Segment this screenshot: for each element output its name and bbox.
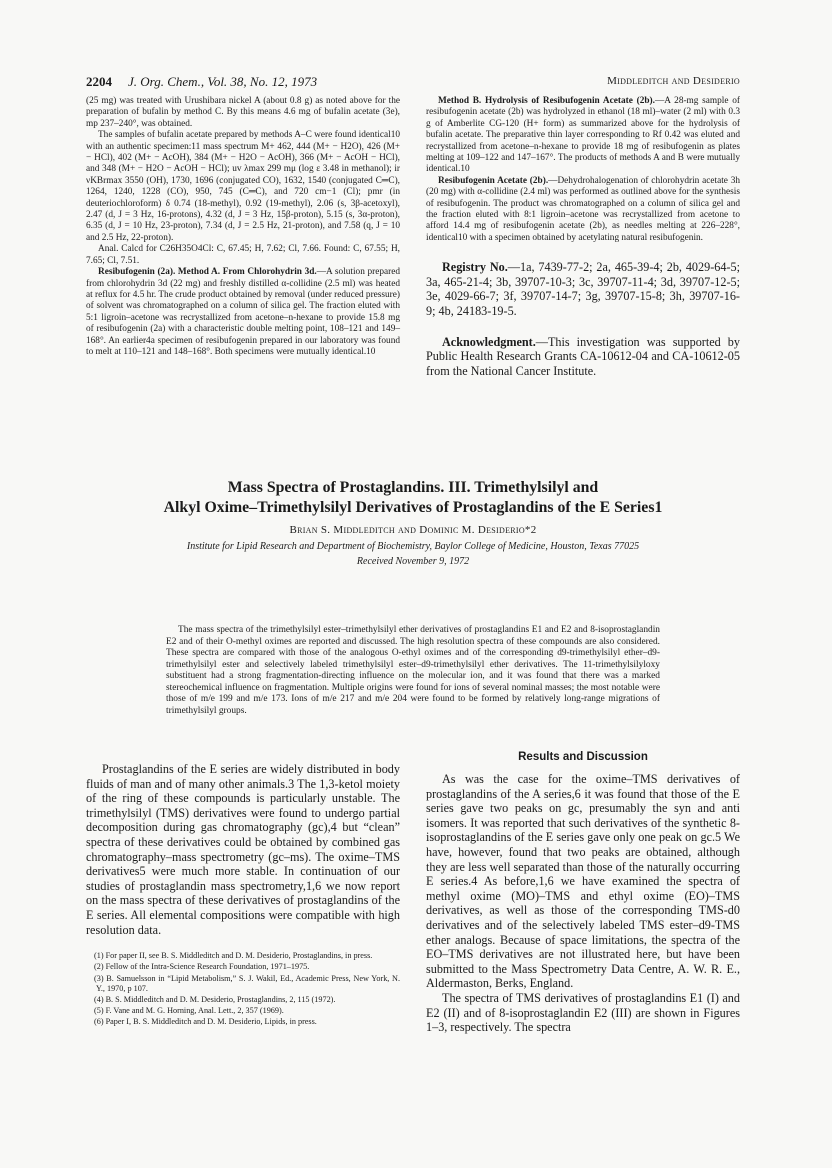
paragraph: The spectra of TMS derivatives of prostaglandins E1 (I) and E2 (II) and of 8-isoprostaglandin E2 (III) are shown in Figures 1–3, respectively. The spectra [426,990,740,1035]
footnote: (2) Fellow of the Intra-Science Research Foundation, 1971–1975. [94,962,310,972]
footnote: (5) F. Vane and M. G. Horning, Anal. Lett., 2, 357 (1969). [94,1006,284,1016]
run-in-heading: Acknowledgment. [442,334,536,349]
section-heading: Results and Discussion [518,751,648,763]
previous-article-right-column [426,96,740,378]
footnote: (3) B. Samuelsson in “Lipid Metabolism,” S. J. Wakil, Ed., Academic Press, New York, N. Y., 1970, p 107. [94,973,400,993]
footnote: (6) Paper I, B. S. Middleditch and D. M. Desiderio, Lipids, in press. [94,1017,317,1027]
run-in-heading: Resibufogenin Acetate (2b). [438,175,549,186]
footnote: (4) B. S. Middleditch and D. M. Desiderio, Prostaglandins, 2, 115 (1972). [94,994,336,1004]
received-date: Received November 9, 1972 [356,556,470,567]
analysis-paragraph: Anal. Calcd for C26H35O4Cl: C, 67.45; H, 7.62; Cl, 7.66. Found: C, 67.55; H, 7.65; Cl, 7.51. [86,244,400,266]
previous-article-left-column [86,96,400,358]
journal-citation: J. Org. Chem., Vol. 38, No. 12, 1973 [128,74,318,89]
article-title: Mass Spectra of Prostaglandins. III. Trimethylsilyl and Alkyl Oxime–Trimethylsilyl Derivatives of Prostaglandins of the E Series1 [163,479,663,516]
paragraph: Resibufogenin Acetate (2b).—Dehydrohalogenation of chlorohydrin acetate 3h (20 mg) with α-collidine (2.4 ml) was performed as outlined above for the synthesis of resibufogenin. The product was chromatographed on a column of silica gel and the fraction eluted with 8:1 ligroin–acetone was recrystallized from acetone to afford 14.4 mg of resibufogenin acetate (2b), as needles melting at 226–228°, identical10 with a specimen obtained by acetylating natural resibufogenin. [426,175,740,243]
abstract: The mass spectra of the trimethylsilyl ester–trimethylsilyl ether derivatives of prostaglandins E1 and E2 and 8-isoprostaglandin E2 and of their O-methyl oximes are reported and discussed. The high resolution spectra of these compounds are also considered. These spectra are compared with those of the analogous O-ethyl oximes and of the corresponding d9-trimethylsilyl ether–d9-trimethylsilyl ester and selectively labeled trimethylsilyl ester–d9-trimethylsilyl ether derivatives. The 11-trimethylsilyloxy substituent had a strong fragmentation-directing influence on the molecular ion, and it was found that there was a marked stereochemical influence on fragmentation. Multiple origins were found for ions of several nominal masses; the most notable were those of m/e 199 and m/e 173. Ions of m/e 217 and m/e 204 were found to be formed by relatively long-range migrations of trimethylsilyl groups. [166,625,660,716]
paragraph: Method B. Hydrolysis of Resibufogenin Acetate (2b).—A 28-mg sample of resibufogenin acetate (2b) was hydrolyzed in ethanol (18 ml)–water (2 ml) with 0.3 g of Amberlite CG-120 (H+ form) as summarized above for the hydrolysis of bufalin acetate. The preparative thin layer corresponding to Rf 0.42 was eluted and recrystallized from acetone–n-hexane to provide 18 mg of resibufogenin as plates melting at 109–122 and 147–167°. The products of methods A and B were mutually identical.10 [426,96,740,175]
article-authors: Brian S. Middleditch and Dominic M. Desiderio*2 [289,524,537,536]
introduction-paragraph: Prostaglandins of the E series are widely distributed in body fluids of man and of many other animals.3 The 1,3-ketol moiety of the ring of these compounds is particularly unstable. The trimethylsilyl (TMS) derivatives were found to undergo partial decomposition during gas chromatography (gc),4 but “clean” spectra of these derivatives could be obtained by combined gas chromatography–mass spectrometry (gc–ms). The oxime–TMS derivatives5 were much more stable. In continuation of our studies of prostaglandin mass spectrometry,1,6 we now report on the mass spectra of these derivatives of prostaglandins of the E series. All elemental compositions were compatible with high resolution data. [86,762,400,937]
paragraph: (25 mg) was treated with Urushibara nickel A (about 0.8 g) as noted above for the preparation of bufalin by method C. By this means 4.6 mg of bufalin acetate (3e), mp 237–240°, was obtained. [86,96,400,129]
page-header [86,74,740,92]
paragraph: As was the case for the oxime–TMS derivatives of prostaglandins of the A series,6 it was found that those of the E series gave two peaks on gc, presumably the syn and anti isomers. It was reported that such derivatives of the synthetic 8-isoprostaglandins of the E series gave only one peak on gc.5 We have, however, found that two peaks are obtained, although they are less well separated than those of the naturally occurring E series.4 As before,1,6 we have examined the spectra of methyl oxime (MO)–TMS and ethyl oxime (EO)–TMS derivatives, as well as those of the corresponding TMS-d0 derivatives and of the selectively labeled TMS ester–d9-TMS ether analogs. Because of space limitations, the spectra of the EO–TMS derivatives are not illustrated here, but have been submitted to the Mass Spectrometry Data Centre, A. W. R. E., Aldermaston, Berks, England. [426,772,740,991]
running-authors: Middleditch and Desiderio [607,75,740,87]
run-in-heading: Resibufogenin (2a). Method A. From Chlorohydrin 3d. [98,267,317,278]
article-affiliation: Institute for Lipid Research and Department of Biochemistry, Baylor College of Medicine, Houston, Texas 77025 [186,541,640,552]
page-number: 2204 [86,74,112,89]
footnotes [86,951,400,1027]
article-header [86,478,740,567]
article-left-column [86,762,400,1029]
run-in-heading: Method B. Hydrolysis of Resibufogenin Acetate (2b). [438,96,655,106]
footnote: (1) For paper II, see B. S. Middleditch and D. M. Desiderio, Prostaglandins, in press. [94,951,373,961]
paragraph: Resibufogenin (2a). Method A. From Chlorohydrin 3d.—A solution prepared from chlorohydrin 3d (22 mg) and freshly distilled α-collidine (2.5 ml) was heated at reflux for 4.5 hr. The crude product obtained by removal (under reduced pressure) of solvent was chromatographed on a column of silica gel. The fraction eluted with 5:1 ligroin–acetone was recrystallized from acetone–n-hexane to provide 15.8 mg of resibufogenin (2a) with a characteristic double melting point, 108–121 and 149–168°. An earlier4a specimen of resibufogenin prepared in our laboratory was found to melt at 110–121 and 148–168°. Both specimens were mutually identical.10 [86,267,400,357]
run-in-heading: Registry No. [442,260,508,275]
paragraph: The samples of bufalin acetate prepared by methods A–C were found identical10 with an authentic specimen:11 mass spectrum M+ 462, 444 (M+ − H2O), 426 (M+ − HCl), 402 (M+ − AcOH), 384 (M+ − H2O − AcOH), 366 (M+ − AcOH − HCl), and 348 (M+ − H2O − AcOH − HCl); uv λmax 299 mμ (log ε 3.48 in methanol); ir νKBrmax 3550 (OH), 1730, 1696 (conjugated CO), 1632, 1540 (conjugated C═C), 1264, 1240, 1228 (CO), 950, 745 (C═C), and 720 cm−1 (Cl); pmr (in deuteriochloroform) δ 0.74 (18-methyl), 0.92 (19-methyl), 2.06 (s, 3β-acetoxyl), 2.47 (d, J = 3 Hz, 16-protons), 4.32 (d, J = 3 Hz, 15β-proton), 5.15 (s, 3α-proton), 6.35 (d, J = 10 Hz, 23-proton), 7.34 (d, J = 2.5 Hz, 21-proton), and 7.58 (q, J = 10 and 2.5 Hz, 22-proton). [86,130,400,243]
acknowledgment: Acknowledgment.—This investigation was supported by Public Health Research Grants CA-10612-04 and CA-10612-05 from the National Cancer Institute. [426,334,740,378]
registry-numbers: Registry No.—1a, 7439-77-2; 2a, 465-39-4; 2b, 4029-64-5; 3a, 465-21-4; 3b, 39707-10-3; 3c, 39707-11-4; 3d, 39707-12-5; 3e, 4029-66-7; 3f, 39707-14-7; 3g, 39707-15-8; 3h, 39707-16-9; 4b, 24183-19-5. [426,260,740,319]
article-right-column [426,751,740,1035]
